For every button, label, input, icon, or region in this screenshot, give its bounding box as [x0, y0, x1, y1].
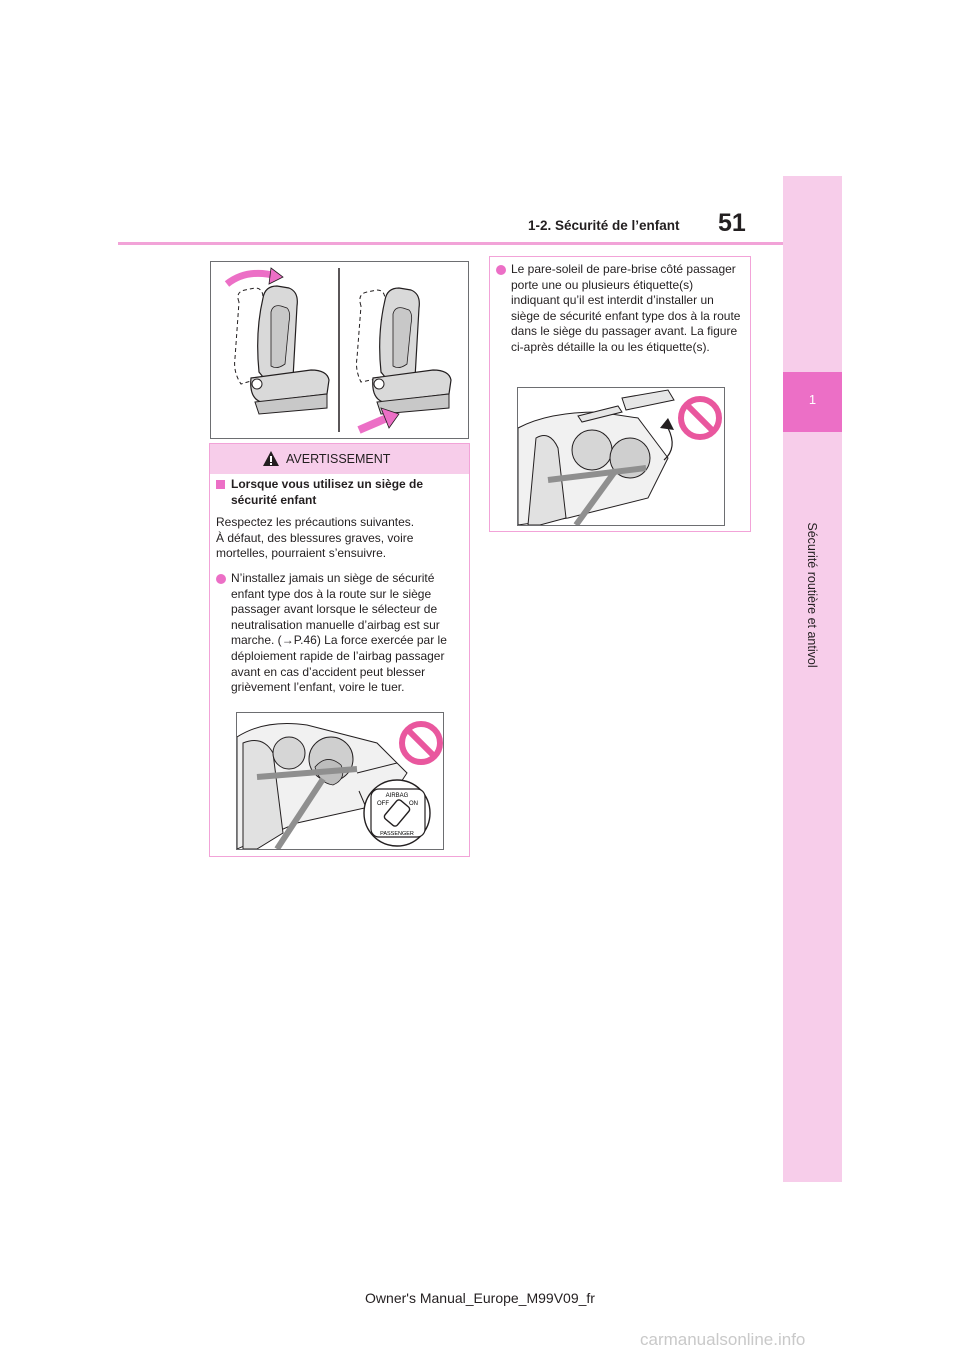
switch-off-label: OFF [377, 801, 389, 807]
chapter-title: Sécurité routière et antivol [805, 522, 819, 668]
bullet-text-before-ref: N’installez jamais un siège de sécurité enfant type dos à la route sur le siège passager avant lorsque le sélecteur de neutralisation manuelle d’airbag est sur marche. ( [231, 571, 440, 648]
warning-intro-line1: Respectez les précautions suivantes. [216, 515, 415, 529]
seat-recline-drawing [211, 262, 468, 438]
round-bullet-icon [216, 574, 226, 584]
warning-box [209, 443, 470, 857]
page-reference-link[interactable]: P.46 [293, 633, 317, 648]
airbag-drawing [237, 713, 443, 849]
watermark: carmanualsonline.info [640, 1330, 806, 1349]
warning-header [210, 444, 469, 474]
warning-bullet-text [231, 571, 465, 696]
round-bullet-icon [496, 265, 506, 275]
switch-on-label: ON [409, 801, 418, 807]
warning-intro [216, 515, 464, 562]
warning-title: AVERTISSEMENT [286, 452, 391, 466]
seat-recline-illustration [210, 261, 469, 439]
airbag-switch-illustration [236, 712, 444, 850]
section-title: 1-2. Sécurité de l’enfant [528, 218, 680, 233]
warning-intro-line2: À défaut, des blessures graves, voire mortelles, pourraient s’ensuivre. [216, 530, 414, 561]
page-number: 51 [718, 209, 746, 237]
bullet-text-after-ref: ) La force exercée par le déploiement rapide de l’airbag passager avant en cas d’accident peut blesser grièvement l’enfant, voire le tuer. [231, 633, 447, 695]
sunvisor-illustration [517, 387, 725, 526]
chapter-side-tab [783, 176, 842, 1182]
sunvisor-drawing [518, 388, 724, 525]
switch-airbag-label: AIRBAG [385, 793, 409, 799]
sunvisor-label-box [489, 256, 751, 532]
square-bullet-icon [216, 480, 225, 489]
footer-text: Owner's Manual_Europe_M99V09_fr [365, 1290, 595, 1306]
switch-passenger-label: PASSENGER [380, 831, 414, 837]
header-rule [118, 242, 783, 245]
sunvisor-bullet-text: Le pare-soleil de pare-brise côté passager porte une ou plusieurs étiquette(s) indiquant qu’il est interdit d’installer un siège de sécurité enfant type dos à la route dans le siège du passager avant. La figure ci-après détaille la ou les étiquette(s). [511, 262, 741, 354]
warning-subheading: Lorsque vous utilisez un siège de sécurité enfant [231, 477, 424, 507]
warning-triangle-icon [262, 450, 280, 467]
ref-arrow-icon: → [281, 633, 294, 648]
chapter-number: 1 [808, 392, 817, 407]
